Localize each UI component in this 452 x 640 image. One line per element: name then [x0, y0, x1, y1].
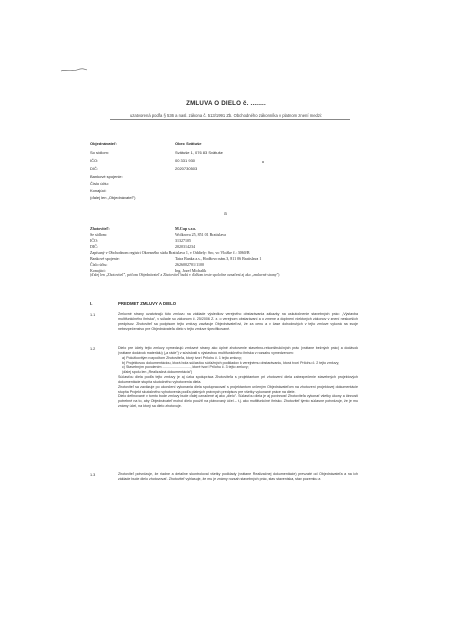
clause-text: Dielo pre účely tejto zmluvy vymedzujú zmluvné strany ako úplné zhotovenie stavebno-rekonštrukčných prác (vrátane bežných prác) a dodávok (vrátane dodávok materiálu) („a ráde") v súvislosti s výstavbou multifunkčného ihriska v rozsahu vymedzenom:: [118, 346, 358, 355]
party1-value: Obec Svätuše: [175, 141, 202, 146]
party2-value: 2626002701/1100: [175, 262, 204, 267]
party2-value: 2020314234: [175, 244, 195, 249]
clause-text: Zmluvné strany uzatvárajú túto zmluvu na základe výsledkov verejného obstarávania zákazky na uskutočnenie stavebných prác: „Výstavba multifunkčného ihriska", v súlade so zákonom č. 25/2006 Z. z. o verejnom obstarávaní a o zmene a doplnení niektorých zákonov v znení neskorších predpisov. Zhotoviteľ sa podpisom tejto zmluvy zaväzuje Objednávateľovi, že za cenu a v čase dohodnutých v tejto zmluve vykoná na svoje nebezpečenstvo pre Objednávateľa dielo v tejto zmluve špecifikované.: [118, 312, 358, 331]
party1-label: Bankové spojenie:: [90, 174, 123, 179]
scribble-mark: [60, 66, 88, 74]
party1-label: Konajúci:: [90, 188, 107, 193]
party1-label: Objednávateľ:: [90, 141, 117, 146]
party1-value: Svätuše 1, 076 83 Svätuše: [175, 150, 223, 155]
clause-item: a) Položkovitým rozpočtom Zhotoviteľa, ktorý tvorí Prílohu č. 1 tejto zmluvy;: [122, 355, 242, 360]
clause-item: c) Stavebným povolením ............................, ktoré tvorí Prílohu č. 3 tejto zmluvy;: [122, 365, 249, 370]
party1-label: Číslo účtu:: [90, 181, 109, 186]
party2-value: 31327105: [175, 238, 191, 243]
party1-value: 2020730503: [175, 166, 198, 171]
section-number: I.: [90, 301, 93, 306]
party2-register: Zapísaný v Obchodnom registri Okresného súdu Bratislava 1, v Oddiely: Sro, vo Vložke č.: 3060/B: [90, 250, 250, 255]
party1-label: DIČ:: [90, 166, 98, 171]
party-separator: a: [224, 211, 227, 217]
section-heading: PREDMET ZMLUVY A DIELO: [118, 301, 177, 306]
party1-label: (ďalej len „Objednávateľ"): [90, 195, 136, 200]
scan-speck: [262, 161, 264, 163]
party2-label: Zhotoviteľ:: [90, 226, 110, 231]
contract-subtitle: uzatvorená podľa § 536 a nasl. zákona č. 513/1991 Zb. Obchodného zákonníka v platnom znení medzi:: [129, 113, 323, 118]
clause-1-2: [118, 346, 358, 409]
clause-paragraph: Súčasťou diela podľa tejto zmluvy je aj úzka spolupráca Zhotoviteľa s projektantom pri zhotovení diela zabezpečenie stavebných projektových dokumentácie stupňa skutočného vyhotovenia diela.: [118, 375, 358, 384]
party1-value: 00 331 930: [175, 158, 196, 163]
party2-label: Bankové spojenie:: [90, 256, 120, 261]
clause-item: b) Projektovou dokumentáciou, ktorá bola súčasťou súťažných podkladov k verejnému obstarávaniu, ktorá tvorí Prílohu č. 2 tejto zmluvy;: [122, 360, 340, 365]
party1-label: So sídlom:: [90, 150, 109, 155]
party2-label: Konajúci:: [90, 268, 106, 273]
clause-paragraph: Dielo definované v tomto bode zmluvy bude ďalej označené aj ako „dielo". Súčasťou diela je aj povinnosť Zhotoviteľa vykonať všetky úkony a činnosti potrebné na to, aby Objednávateľ mohol dielo použiť na plánovaný účel – t.j. ako multifunkčné ihrisko. Zhotoviteľ týmto súčasne potvrdzuje, že je mu známy účel, na ktorý sa dielo zhotovuje.: [118, 394, 358, 409]
clause-text: Zhotoviteľ potvrdzuje, že riadne a detailne skontroloval všetky podklady (vrátane Realizačnej dokumentácie) prevzaté od Objednávateľa a na ich základe bude dielo zhotovovať. Zhotoviteľ vyhlasuje, že mu je známy rozsah stavebných prác, stav staveniska, stav pozemku a: [118, 472, 358, 481]
clause-number: 1.3: [90, 473, 96, 477]
clause-number: 1.1: [90, 313, 96, 317]
contract-title: ZMLUVA O DIELO č. ........: [186, 100, 266, 107]
clause-number: 1.2: [90, 347, 96, 351]
party2-value: Tatra Banka a.s., Hodžovo nám.3, 811 06 Bratislava 1: [175, 256, 262, 261]
party2-closing: (ďalej len „Zhotoviteľ", pričom Objednávateľ a Zhotoviteľ budú v ďalšom texte spoločne označení aj ako „zmluvné strany"): [90, 273, 280, 277]
party2-label: Se sídlom:: [90, 232, 108, 237]
party2-label: DIČ:: [90, 244, 98, 249]
clause-item: (ďalej spolu len „Realizačná dokumentácia"): [122, 370, 193, 375]
party1-label: IČO:: [90, 158, 99, 163]
party2-label: Číslo účtu:: [90, 262, 108, 267]
clause-paragraph: Zhotoviteľ sa zaväzuje po ukončení vykonania diela spolupracovať s projektantom určeným Objednávateľom na zhotovení projektovej dokumentácie stupňa Projekt skutočného vyhotovenia podľa platných právnych predpisov pre všetky vykonané práce na diele.: [118, 384, 358, 394]
subtitle-underline: [110, 119, 350, 120]
party2-label: IČO:: [90, 238, 98, 243]
party2-value: Wolkrova 25, 851 01 Bratislava: [175, 232, 226, 237]
party2-value: M.Cup s.r.o.: [175, 226, 197, 231]
party2-value: Ing. Jozef Michalík: [175, 268, 207, 273]
